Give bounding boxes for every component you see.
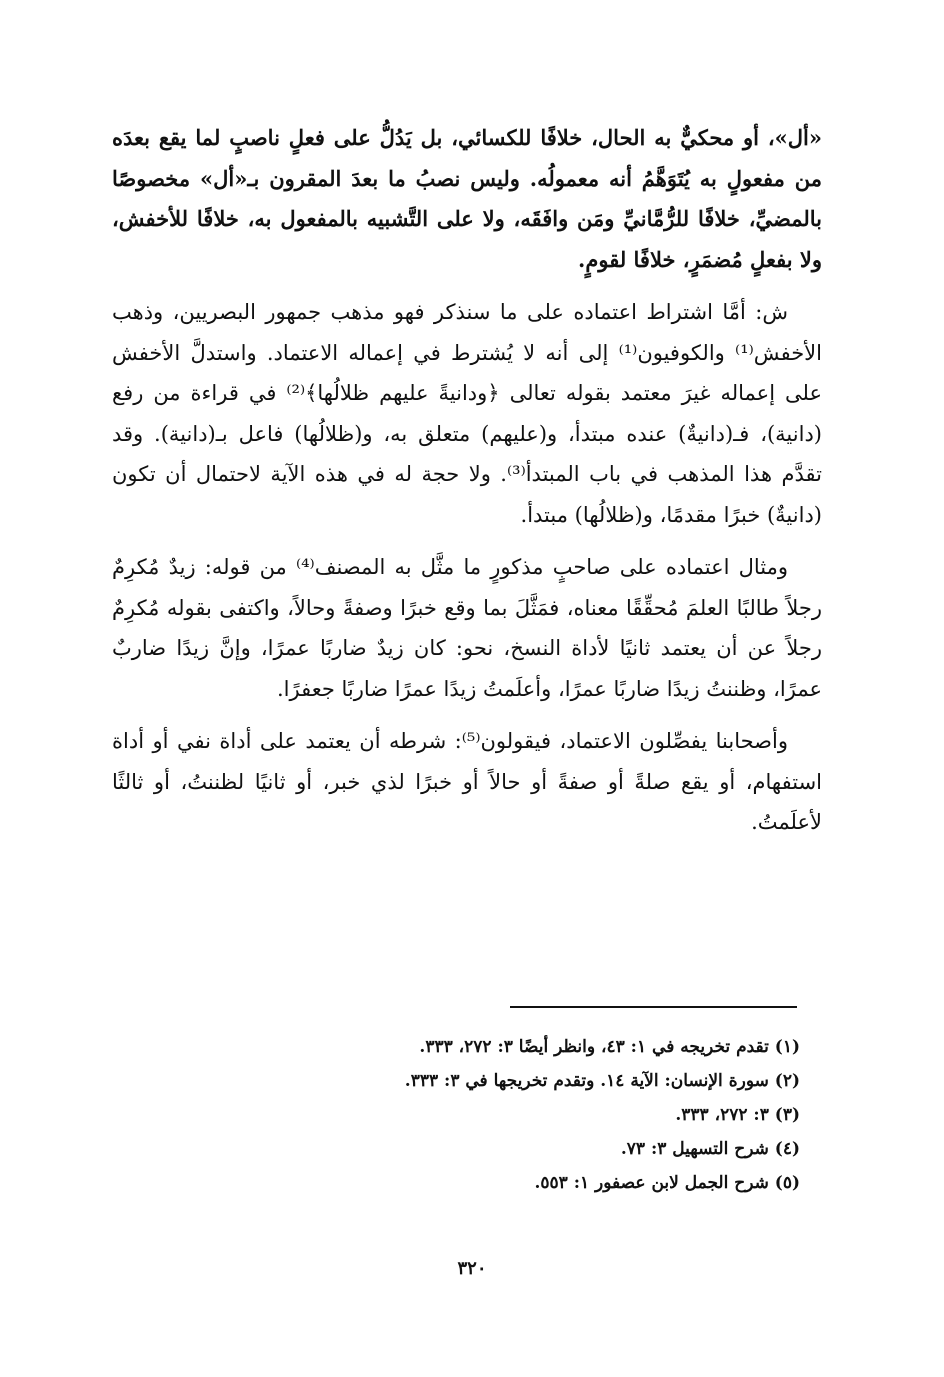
paragraph-sharh-2: ومثال اعتماده على صاحبٍ مذكورٍ ما مثَّل به المصنف⁽⁴⁾ من قوله: زيدٌ مُكرِمٌ رجلاً طالبًا العلمَ مُحقِّقًا معناه، فمَثَّلَ بما وقع خبرًا وصفةً وحالاً، واكتفى بقوله مُكرِمٌ رجلاً عن أن يعتمد ثانيًا لأداة النسخ، نحو: كان زيدٌ ضاربًا عمرًا، وإنَّ زيدًا ضاربٌ عمرًا، وظننتُ زيدًا ضاربًا عمرًا، وأعلَمتُ زيدًا عمرًا ضاربًا جعفرًا. [112, 555, 822, 701]
main-text [112, 118, 822, 855]
footnote-3: (٣) ٣: ٢٧٢، ٣٣٣. [675, 1105, 800, 1125]
footnote-5: (٥) شرح الجمل لابن عصفور ١: ٥٥٣. [534, 1173, 800, 1193]
footnote-1: (١) تقدم تخريجه في ١: ٤٣، وانظر أيضًا ٣: ٢٧٢، ٣٣٣. [419, 1037, 800, 1057]
page-number: ٣٢٠ [457, 1258, 487, 1279]
footnote-2: (٢) سورة الإنسان: الآية ١٤. وتقدم تخريجها في ٣: ٣٣٣. [404, 1071, 800, 1091]
footnote-4: (٤) شرح التسهيل ٣: ٧٣. [620, 1139, 800, 1159]
paragraph-sharh-1: ش: أمَّا اشتراط اعتماده على ما سنذكر فهو مذهب جمهور البصريين، وذهب الأخفش⁽¹⁾ والكوفيون⁽¹⁾ إلى أنه لا يُشترط في إعماله الاعتماد. واستدلَّ الأخفش على إعماله غيرَ معتمد بقوله تعالى ﴿ودانيةً عليهم ظلالُها﴾⁽²⁾ في قراءة من رفع (دانية)، فـ(دانيةٌ) عنده مبتدأ، و(عليهم) متعلق به، و(ظلالُها) فاعل بـ(دانية). وقد تقدَّم هذا المذهب في باب المبتدأ⁽³⁾. ولا حجة له في هذه الآية لاحتمال أن تكون (دانيةٌ) خبرًا مقدمًا، و(ظلالُها) مبتدأ. [112, 300, 822, 527]
paragraph-sharh-3: وأصحابنا يفصِّلون الاعتماد، فيقولون⁽⁵⁾: شرطه أن يعتمد على أداة نفي أو أداة استفهام، أو يقع صلةً أو صفةً أو حالاً أو خبرًا لذي خبر، أو ثانيًا لظننتُ، أو ثالثًا لأعلَمتُ. [112, 729, 822, 834]
footnotes [300, 1030, 800, 1200]
paragraph-matn: «أل»، أو محكيٌّ به الحال، خلافًا للكسائي، بل يَدُلُّ على فعلٍ ناصبٍ لما يقع بعدَه من مفعولٍ به يُتَوَهَّمُ أنه معمولُه. وليس نصبُ ما بعدَ المقرون بـ«أل» مخصوصًا بالمضيِّ، خلافًا للرُّمَّانيِّ ومَن وافَقَه، ولا على التَّشبيه بالمفعول به، خلافًا للأخفش، ولا بفعلٍ مُضمَرٍ، خلافًا لقومٍ. [112, 125, 822, 272]
footnote-separator [510, 1006, 797, 1008]
